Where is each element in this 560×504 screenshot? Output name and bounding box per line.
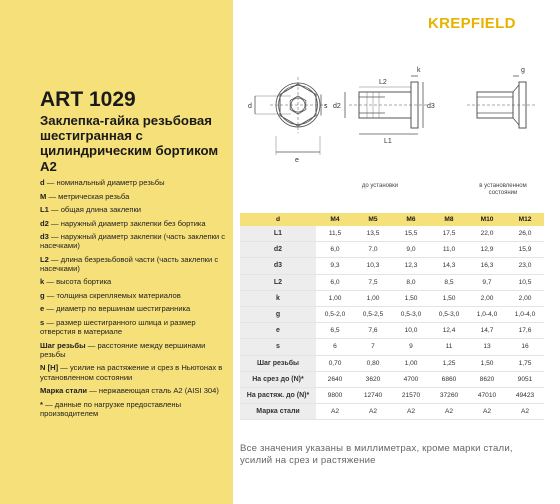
table-cell: 21570 (392, 387, 430, 403)
legend-description: толщина скрепляемых материалов (56, 290, 181, 300)
legend-item (40, 363, 230, 381)
caption-before: до установки (361, 183, 399, 189)
table-row (240, 274, 544, 290)
table-cell: 1,75 (506, 355, 544, 371)
legend-description: размер шестигранного шлица и размер отверстия в материале (40, 317, 196, 337)
legend-term: M (40, 191, 47, 201)
table-header-size: M6 (392, 213, 430, 226)
legend-term: L1 (40, 205, 49, 214)
table-cell: 15,9 (506, 242, 544, 258)
legend-item (40, 192, 230, 201)
legend-description: расстояние между вершинами резьбы (40, 340, 206, 359)
table-cell: 9,3 (316, 258, 354, 274)
legend-item (40, 255, 230, 273)
table-cell: 17,6 (506, 323, 544, 339)
table-row-label: d3 (240, 258, 316, 274)
label-g: g (521, 67, 525, 74)
table-row-label: s (240, 339, 316, 355)
legend-separator: — (48, 232, 61, 241)
table-cell: 9051 (506, 371, 544, 387)
legend-separator: — (46, 191, 59, 201)
legend-item (40, 304, 230, 313)
table-cell: 49423 (506, 387, 544, 403)
table-cell: A2 (392, 404, 430, 420)
legend-separator: — (42, 399, 55, 409)
table-cell: 15,5 (392, 226, 430, 242)
table-cell: 47010 (468, 387, 506, 403)
legend-term: k (40, 277, 45, 287)
table-cell: A2 (506, 404, 544, 420)
table-row-label: Марка стали (240, 404, 316, 420)
legend-term: Марка стали (40, 386, 88, 396)
legend-description: наружный диаметр заклепки без бортика (60, 218, 206, 228)
table-cell: 7,6 (354, 323, 392, 339)
table-row (240, 355, 544, 371)
table-cell: A2 (468, 404, 506, 420)
table-cell: 14,7 (468, 323, 506, 339)
table-cell: 14,3 (430, 258, 468, 274)
legend-description: диаметр по вершинам шестигранника (56, 304, 191, 314)
table-cell: 1,00 (392, 355, 430, 371)
table-cell: A2 (316, 404, 354, 420)
table-cell: 16,3 (468, 258, 506, 274)
table-cell: 7,5 (354, 274, 392, 290)
article-number: ART 1029 (40, 88, 136, 111)
table-cell: 4700 (392, 371, 430, 387)
table-cell: 9 (392, 339, 430, 355)
legend-description: общая длина заклепки (60, 205, 142, 214)
table-row (240, 323, 544, 339)
legend-item (40, 219, 230, 228)
label-d: d (248, 103, 252, 110)
table-cell: 10,0 (392, 323, 430, 339)
table-cell: 12,3 (392, 258, 430, 274)
footnote: Все значения указаны в миллиметрах, кроме марки стали, усилий на срез и растяжение (240, 443, 513, 466)
legend-list (40, 178, 230, 422)
legend-term: g (40, 290, 45, 300)
table-header-size: M4 (316, 213, 354, 226)
legend-term: N [H] (40, 363, 59, 373)
legend-term: Шаг резьбы (40, 340, 86, 350)
table-cell: A2 (354, 404, 392, 420)
table-cell: 12,4 (430, 323, 468, 339)
legend-term: L2 (40, 254, 49, 264)
legend-separator: — (44, 304, 57, 314)
table-cell: 10,3 (354, 258, 392, 274)
table-row-label: L2 (240, 274, 316, 290)
table-cell: 26,0 (506, 226, 544, 242)
table-cell: 10,5 (506, 274, 544, 290)
legend-term: * (40, 399, 43, 409)
table-cell: 1,00 (354, 290, 392, 306)
table-cell: 1,50 (392, 290, 430, 306)
table-cell: 6,5 (316, 323, 354, 339)
table-cell: 1,50 (430, 290, 468, 306)
table-cell: 13 (468, 339, 506, 355)
table-cell: 37260 (430, 387, 468, 403)
table-cell: 1,00 (316, 290, 354, 306)
brand-logo: KREPFIELD (428, 15, 516, 32)
table-row (240, 306, 544, 322)
table-cell: 0,5-3,0 (392, 306, 430, 322)
label-d2: d2 (333, 103, 341, 110)
table-row-label: Шаг резьбы (240, 355, 316, 371)
table-cell: 0,5-3,0 (430, 306, 468, 322)
table-header-size: M12 (506, 213, 544, 226)
table-row (240, 242, 544, 258)
legend-term: d (40, 178, 45, 187)
legend-term: s (40, 317, 45, 327)
table-row (240, 387, 544, 403)
table-cell: 9,7 (468, 274, 506, 290)
table-cell: 9,0 (392, 242, 430, 258)
product-title: Заклепка-гайка резьбовая шестигранная с цилиндрическим бортиком А2 (40, 113, 219, 174)
legend-separator: — (58, 363, 70, 373)
legend-description: нержавеющая сталь А2 (AISI 304) (98, 386, 219, 396)
legend-term: d3 (40, 232, 49, 241)
label-s: s (324, 103, 328, 110)
legend-description: длина безрезьбовой части (часть заклепки с насечками) (40, 254, 219, 273)
table-cell: 8,0 (392, 274, 430, 290)
table-header-size: M10 (468, 213, 506, 226)
table-cell: 6860 (430, 371, 468, 387)
legend-separator: — (48, 205, 61, 214)
legend-description: метрическая резьба (58, 191, 130, 201)
legend-separator: — (44, 317, 57, 327)
table-cell: 8,5 (430, 274, 468, 290)
table-header-label: d (240, 213, 316, 226)
caption-after: в установленном состоянии (479, 183, 527, 196)
legend-term: d2 (40, 218, 49, 228)
legend-separator: — (44, 290, 57, 300)
table-row-label: g (240, 306, 316, 322)
left-panel (0, 0, 233, 504)
legend-description: номинальный диаметр резьбы (56, 178, 165, 187)
legend-item (40, 291, 230, 300)
table-cell: 22,0 (468, 226, 506, 242)
table-cell: 7,0 (354, 242, 392, 258)
table-row-label: e (240, 323, 316, 339)
legend-item (40, 277, 230, 286)
table-row (240, 404, 544, 420)
legend-separator: — (48, 254, 61, 264)
table-cell: 1,25 (430, 355, 468, 371)
legend-item (40, 386, 230, 395)
legend-item (40, 400, 230, 418)
legend-item (40, 318, 230, 336)
table-row-label: На срез до (N)* (240, 371, 316, 387)
label-k: k (417, 67, 421, 74)
table-cell: 13,5 (354, 226, 392, 242)
table-cell: 0,5-2,5 (354, 306, 392, 322)
table-header-row (240, 213, 544, 226)
table-cell: 0,80 (354, 355, 392, 371)
table-row (240, 258, 544, 274)
legend-separator: — (85, 340, 98, 350)
table-cell: 3620 (354, 371, 392, 387)
legend-separator: — (44, 277, 57, 287)
legend-separator: — (44, 178, 57, 187)
legend-separator: — (87, 386, 99, 396)
table-row (240, 371, 544, 387)
legend-description: усилие на растяжение и срез в Ньютонах в установленном состоянии (40, 363, 223, 382)
table-cell: 2640 (316, 371, 354, 387)
table-row (240, 226, 544, 242)
table-cell: 1,50 (468, 355, 506, 371)
table-cell: 12740 (354, 387, 392, 403)
front-view-hexagon (255, 77, 326, 155)
side-view-after (467, 76, 535, 128)
legend-item (40, 178, 230, 187)
table-cell: 2,00 (506, 290, 544, 306)
table-cell: 11,0 (430, 242, 468, 258)
label-e: e (295, 157, 299, 164)
legend-description: наружный диаметр заклепки (часть заклепки с насечками) (40, 232, 226, 251)
legend-description: данные по нагрузке предоставлены производителем (40, 399, 182, 418)
table-header-size: M5 (354, 213, 392, 226)
legend-separator: — (48, 218, 61, 228)
table-cell: 6 (316, 339, 354, 355)
label-l2: L2 (379, 79, 387, 86)
table-cell: 0,5-2,0 (316, 306, 354, 322)
table-header-size: M8 (430, 213, 468, 226)
table-cell: 1,0-4,0 (468, 306, 506, 322)
table-cell: 9800 (316, 387, 354, 403)
table-cell: 6,0 (316, 242, 354, 258)
table-cell: 1,0-4,0 (506, 306, 544, 322)
table-cell: 2,00 (468, 290, 506, 306)
table-row-label: k (240, 290, 316, 306)
label-d3: d3 (427, 103, 435, 110)
specs-table (240, 213, 544, 420)
table-cell: 11,5 (316, 226, 354, 242)
table-row-label: d2 (240, 242, 316, 258)
table-cell: 0,70 (316, 355, 354, 371)
table-row (240, 290, 544, 306)
table-cell: 12,9 (468, 242, 506, 258)
legend-term: e (40, 304, 45, 314)
table-cell: 23,0 (506, 258, 544, 274)
legend-description: высота бортика (56, 277, 112, 287)
technical-drawing (237, 55, 557, 200)
legend-item (40, 232, 230, 250)
table-row-label: На растяж. до (N)* (240, 387, 316, 403)
table-cell: 7 (354, 339, 392, 355)
legend-item (40, 341, 230, 359)
table-cell: 11 (430, 339, 468, 355)
table-cell: 16 (506, 339, 544, 355)
table-cell: 17,5 (430, 226, 468, 242)
table-row (240, 339, 544, 355)
table-cell: 6,0 (316, 274, 354, 290)
label-l1: L1 (384, 138, 392, 145)
table-cell: A2 (430, 404, 468, 420)
table-cell: 8620 (468, 371, 506, 387)
table-row-label: L1 (240, 226, 316, 242)
legend-item (40, 205, 230, 214)
